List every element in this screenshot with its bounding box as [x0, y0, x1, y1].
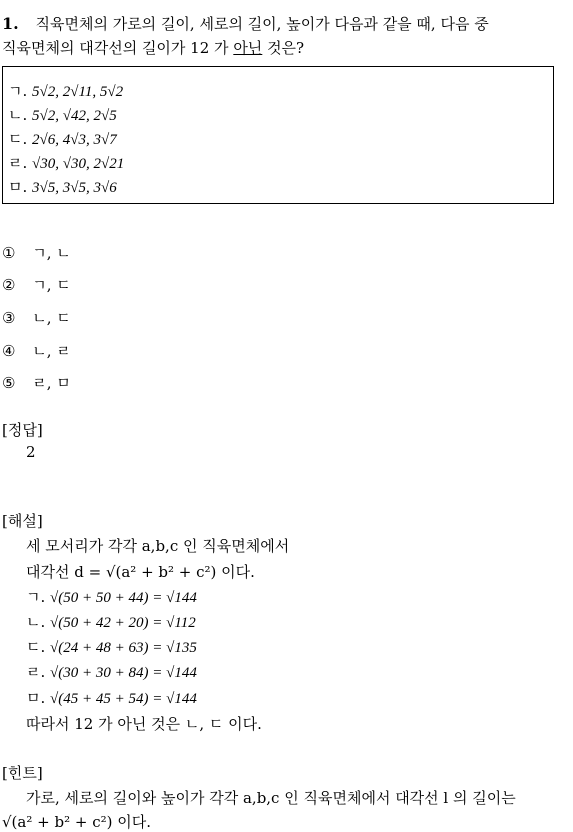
hint-line-1: 가로, 세로의 길이와 높이가 각각 a,b,c 인 직육면체에서 대각선 l 의 길이는	[26, 789, 516, 807]
calc-row	[26, 687, 197, 708]
box-item-value: 3√5, 3√5, 3√6	[32, 180, 117, 196]
explanation-line-2: 대각선 d = √(a² + b² + c²) 이다.	[26, 563, 255, 581]
choice-1[interactable]	[2, 242, 71, 263]
choice-number: ②	[2, 276, 16, 294]
choice-2[interactable]	[2, 274, 71, 295]
box-item	[8, 176, 117, 197]
calc-row	[26, 611, 196, 632]
question-line-2	[2, 37, 304, 58]
choice-text: ㄱ, ㄷ	[32, 276, 71, 294]
question-text-2-pre: 직육면체의 대각선의 길이가 12 가	[2, 39, 234, 57]
choice-4[interactable]	[2, 340, 71, 361]
choice-text: ㄴ, ㄷ	[32, 309, 71, 327]
box-item-label: ㄹ.	[8, 154, 28, 172]
box-item-label: ㄷ.	[8, 130, 28, 148]
question-text-1: 직육면체의 가로의 길이, 세로의 길이, 높이가 다음과 같을 때, 다음 중	[35, 15, 489, 33]
question-text-2-post: 것은?	[262, 39, 305, 57]
calc-expr: √(50 + 50 + 44) = √144	[50, 590, 197, 606]
calc-row	[26, 661, 197, 682]
choice-number: ④	[2, 342, 16, 360]
calc-row	[26, 586, 197, 607]
explanation-heading: [해설]	[2, 512, 43, 530]
calc-row	[26, 636, 197, 657]
calc-expr: √(24 + 48 + 63) = √135	[50, 640, 197, 656]
box-item	[8, 152, 124, 173]
box-item-value: 5√2, 2√11, 5√2	[32, 84, 124, 100]
calc-label: ㄱ.	[26, 588, 46, 606]
choice-text: ㄴ, ㄹ	[32, 342, 71, 360]
box-item-label: ㄴ.	[8, 106, 28, 124]
box-item-label: ㄱ.	[8, 82, 28, 100]
box-item	[8, 80, 123, 101]
calc-label: ㄴ.	[26, 613, 46, 631]
calc-expr: √(45 + 45 + 54) = √144	[50, 691, 197, 707]
question-number: 1.	[2, 14, 19, 33]
box-item-value: √30, √30, 2√21	[32, 156, 125, 172]
box-item	[8, 128, 117, 149]
calc-label: ㄷ.	[26, 638, 46, 656]
choice-text: ㄱ, ㄴ	[32, 244, 71, 262]
box-item-value: 5√2, √42, 2√5	[32, 108, 117, 124]
calc-label: ㄹ.	[26, 663, 46, 681]
box-item-value: 2√6, 4√3, 3√7	[32, 132, 117, 148]
calc-expr: √(30 + 30 + 84) = √144	[50, 665, 197, 681]
box-item-label: ㅁ.	[8, 178, 28, 196]
hint-heading: [힌트]	[2, 764, 43, 782]
choice-text: ㄹ, ㅁ	[32, 374, 71, 392]
calc-expr: √(50 + 42 + 20) = √112	[50, 615, 196, 631]
calc-label: ㅁ.	[26, 689, 46, 707]
box-item	[8, 104, 117, 125]
answer-value: 2	[26, 443, 36, 461]
choice-number: ①	[2, 244, 16, 262]
choice-5[interactable]	[2, 372, 71, 393]
choice-3[interactable]	[2, 307, 71, 328]
explanation-line-1: 세 모서리가 각각 a,b,c 인 직육면체에서	[26, 537, 290, 555]
choice-number: ⑤	[2, 374, 16, 392]
answer-heading: [정답]	[2, 421, 43, 439]
hint-line-2: √(a² + b² + c²) 이다.	[2, 813, 151, 831]
choice-number: ③	[2, 309, 16, 327]
question-underlined-word: 아닌	[233, 39, 263, 57]
explanation-conclusion: 따라서 12 가 아닌 것은 ㄴ, ㄷ 이다.	[26, 715, 262, 733]
question-line-1	[2, 13, 489, 34]
